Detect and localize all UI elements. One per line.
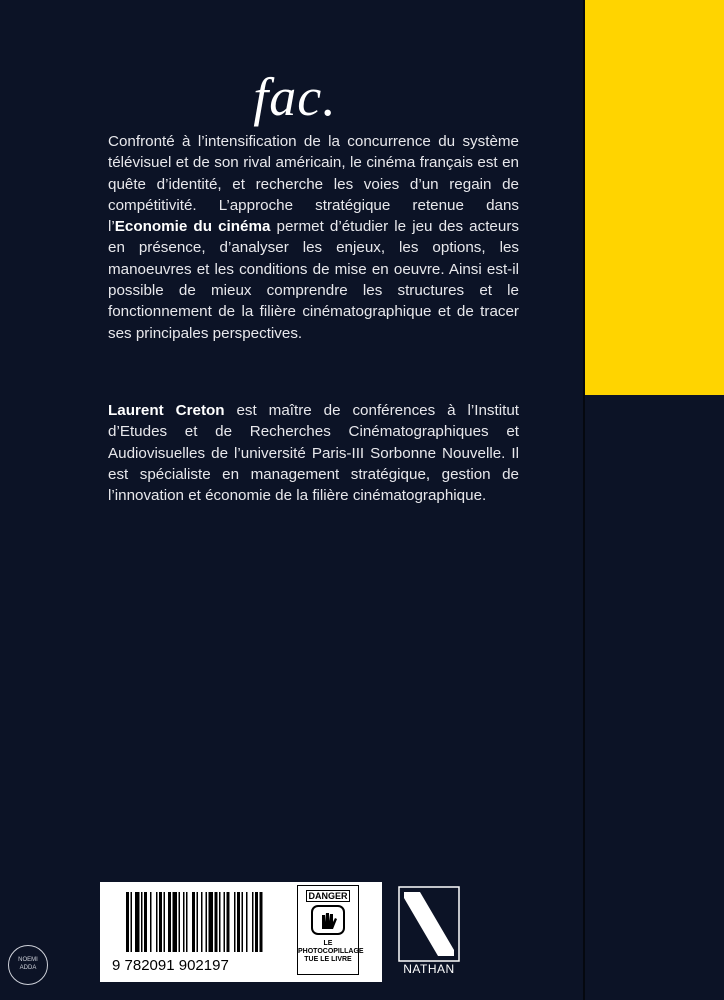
barcode-bar xyxy=(186,892,188,952)
barcode-bar xyxy=(255,892,258,952)
barcode-bar xyxy=(164,892,166,952)
barcode-bar xyxy=(224,892,226,952)
danger-line-3: TUE LE LIVRE xyxy=(304,956,352,963)
barcode-bar xyxy=(131,892,133,952)
author-bio-paragraph xyxy=(108,400,519,506)
barcode-bar xyxy=(144,892,147,952)
seal-line-1: NOEMI xyxy=(18,957,38,963)
blurb-text-1: Confronté à l’intensification de la concurrence du système télévisuel et de son rival américain, le cinéma français est en quête d’identité, et recherche les voies d’un regain de compétitivité. L’approche stratégique retenue dans l’ xyxy=(108,133,519,236)
barcode-bar xyxy=(246,892,248,952)
publisher-n-icon xyxy=(398,886,460,962)
barcode-bar xyxy=(197,892,199,952)
yellow-side-strip xyxy=(585,0,724,395)
designer-seal xyxy=(8,945,48,985)
barcode-bar xyxy=(173,892,178,952)
seal-line-2: ADDA xyxy=(19,965,37,971)
barcode-bar xyxy=(179,892,181,952)
barcode-bar xyxy=(252,892,254,952)
book-title-bold: Economie du cinéma xyxy=(114,218,271,236)
barcode-graphic xyxy=(112,890,292,974)
barcode-bar xyxy=(141,892,143,952)
barcode-bar xyxy=(242,892,244,952)
series-logo: fac. xyxy=(253,67,337,127)
barcode-bar xyxy=(201,892,203,952)
warning-hand-icon xyxy=(311,905,345,935)
strip-divider xyxy=(583,0,585,1000)
barcode-bar xyxy=(126,892,129,952)
barcode-bar xyxy=(192,892,195,952)
danger-title: DANGER xyxy=(306,890,350,902)
barcode-bar xyxy=(215,892,218,952)
barcode-bar xyxy=(219,892,221,952)
barcode-bar xyxy=(227,892,230,952)
barcode-bar xyxy=(135,892,140,952)
barcode-bar xyxy=(150,892,152,952)
barcode-digits: 9 782091 902197 xyxy=(112,957,229,974)
barcode-bar xyxy=(156,892,158,952)
blurb-text-2: permet d’étudier le jeu des acteurs en présence, d’analyser les enjeux, les options, les manoeuvres et les conditions de mise en oeuvre. Ainsi est-il possible de mieux comprendre les structures et le fonctionnement de la filière cinématographique et de tracer ses principales perspectives. xyxy=(108,218,519,342)
barcode-bar xyxy=(183,892,185,952)
barcode-bar xyxy=(209,892,214,952)
barcode-bar xyxy=(237,892,240,952)
blurb-paragraph xyxy=(108,131,519,344)
barcode-bar xyxy=(168,892,171,952)
danger-line-2: PHOTOCOPILLAGE xyxy=(298,948,364,955)
danger-line-1: LE xyxy=(323,940,333,947)
author-bio-text: est maître de conférences à l’Institut d’Etudes et de Recherches Cinématographiques et Audiovisuelles de l’université Paris-III Sorbonne Nouvelle. Il est spécialiste en management stratégique, gestion de l’innovation et économie de la filière cinématographique. xyxy=(108,402,519,505)
publisher-name: NATHAN xyxy=(403,962,455,976)
barcode-bar xyxy=(260,892,263,952)
photocopy-warning-badge xyxy=(297,885,364,975)
barcode-bar xyxy=(206,892,208,952)
author-name: Laurent Creton xyxy=(108,402,225,419)
barcode-bar xyxy=(159,892,162,952)
barcode-bar xyxy=(234,892,236,952)
